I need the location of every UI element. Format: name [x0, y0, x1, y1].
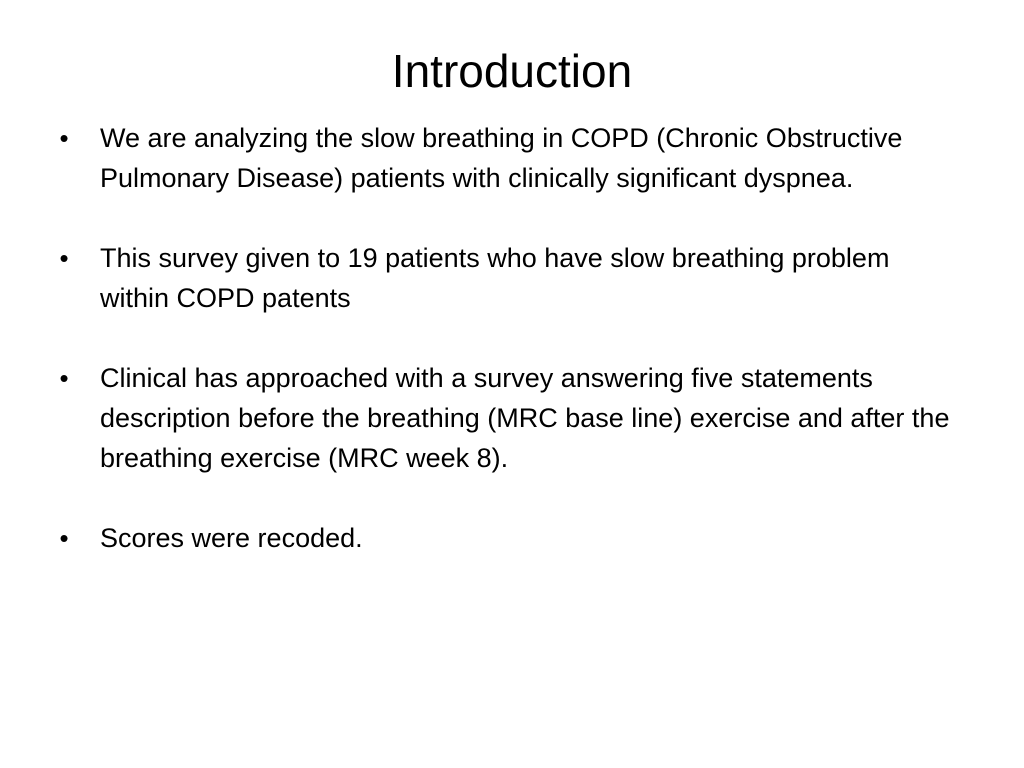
bullet-text: This survey given to 19 patients who have slow breathing problem within COPD patents	[100, 243, 890, 313]
bullet-icon: •	[59, 523, 69, 553]
bullet-icon: •	[59, 363, 69, 393]
bullet-text: Clinical has approached with a survey answering five statements description before the breathing (MRC base line) exercise and after the breathing exercise (MRC week 8).	[100, 363, 950, 473]
bullet-text: Scores were recoded.	[100, 523, 363, 553]
bullet-icon: •	[59, 123, 69, 153]
slide-title: Introduction	[391, 45, 633, 97]
bullet-item	[54, 358, 954, 478]
bullet-item	[54, 118, 954, 198]
bullet-item	[54, 518, 954, 558]
bullet-list	[54, 118, 954, 558]
bullet-text: We are analyzing the slow breathing in COPD (Chronic Obstructive Pulmonary Disease) patients with clinically significant dyspnea.	[100, 123, 903, 193]
bullet-icon: •	[59, 243, 69, 273]
bullet-item	[54, 238, 954, 318]
